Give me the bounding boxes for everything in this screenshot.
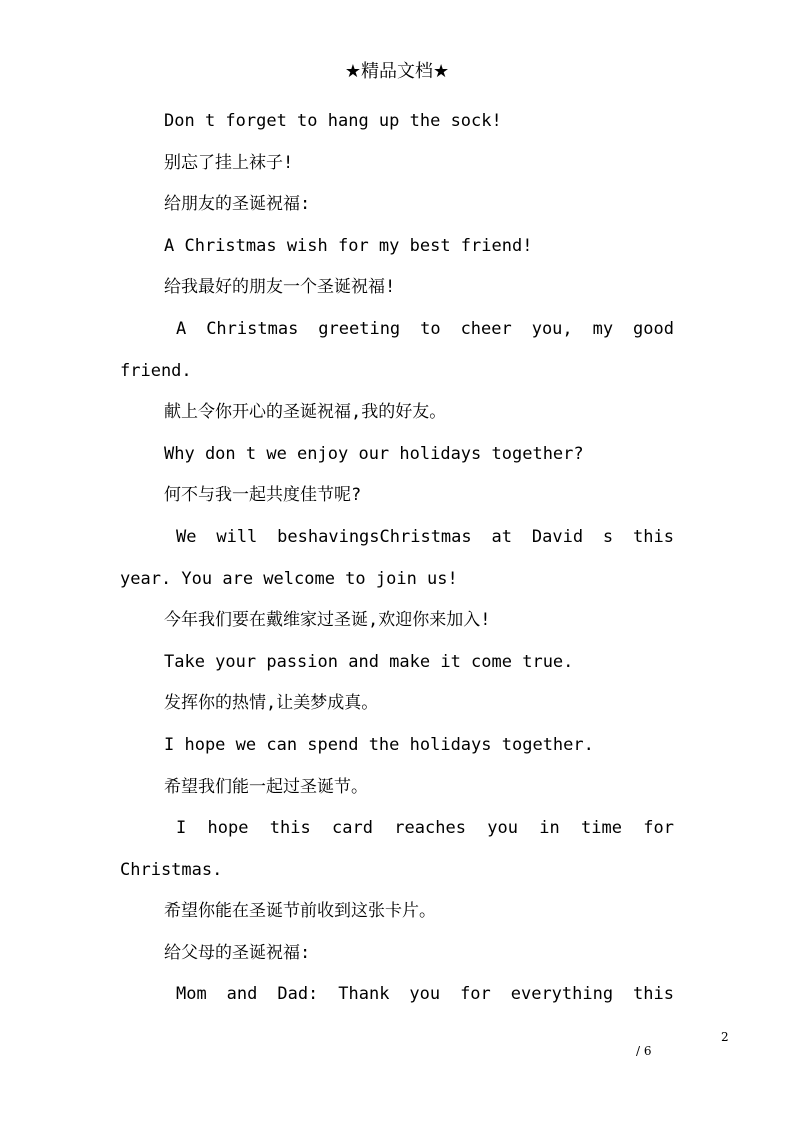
text-line: year. You are welcome to join us! (120, 568, 458, 589)
page-number: 2 (721, 1030, 729, 1044)
text-line: Christmas. (120, 859, 223, 880)
text-line: 希望我们能一起过圣诞节。 (164, 776, 368, 797)
text-line: Why don t we enjoy our holidays together? (164, 443, 584, 464)
text-line: friend. (120, 360, 192, 381)
text-line: Take your passion and make it come true. (164, 651, 574, 672)
text-line: A Christmas wish for my best friend! (164, 235, 533, 256)
text-line: Don t forget to hang up the sock! (164, 111, 502, 131)
text-line: 发挥你的热情,让美梦成真。 (164, 693, 379, 714)
text-line: 今年我们要在戴维家过圣诞,欢迎你来加入! (164, 610, 491, 631)
text-line: A Christmas greeting to cheer you, my good (176, 318, 674, 339)
text-line: We will beshavingsChristmas at David s this (176, 526, 674, 547)
text-line: I hope we can spend the holidays together. (164, 734, 594, 755)
document-body (120, 101, 674, 1016)
text-line: 别忘了挂上袜子! (164, 152, 294, 173)
page-total: / 6 (636, 1044, 652, 1058)
text-line: 希望你能在圣诞节前收到这张卡片。 (164, 901, 436, 922)
text-line: 何不与我一起共度佳节呢? (164, 485, 362, 506)
text-line: 给父母的圣诞祝福: (164, 942, 311, 963)
text-line: 献上令你开心的圣诞祝福,我的好友。 (164, 402, 447, 423)
text-line: 给朋友的圣诞祝福: (164, 194, 311, 215)
document-header-title: ★精品文档★ (344, 61, 450, 82)
text-line: 给我最好的朋友一个圣诞祝福! (164, 277, 396, 298)
text-line: Mom and Dad: Thank you for everything this (176, 984, 674, 1005)
text-line: I hope this card reaches you in time for (176, 818, 674, 839)
